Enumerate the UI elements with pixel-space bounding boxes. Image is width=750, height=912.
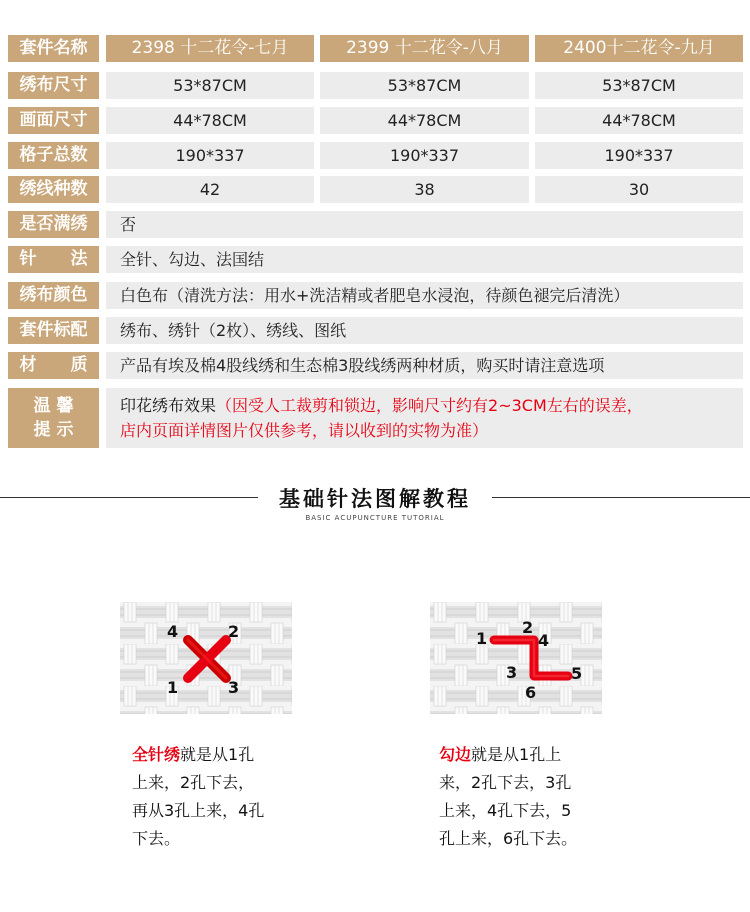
desc-line4: 孔上来，6孔下去。 <box>439 829 578 848</box>
table-row <box>8 282 743 309</box>
cell: 53*87CM <box>106 72 314 99</box>
desc-line3: 再从3孔上来，4孔 <box>132 801 265 820</box>
table-header-row <box>8 35 743 62</box>
full-stitch-diagram <box>120 602 292 714</box>
row-label: 格子总数 <box>8 142 99 169</box>
header-col-2: 2399 十二花令-八月 <box>320 35 529 62</box>
cell: 30 <box>535 176 743 203</box>
tips-content <box>106 388 743 448</box>
table-row <box>8 72 743 99</box>
tips-line1-red: （因受人工裁剪和锁边，影响尺寸约有2~3CM左右的误差， <box>216 396 643 415</box>
outline-stitch-description <box>439 741 577 853</box>
table-row <box>8 176 743 203</box>
tips-line1 <box>120 393 743 418</box>
label-1: 1 <box>476 629 488 648</box>
cell: 190*337 <box>106 142 314 169</box>
full-stitch-description <box>132 741 264 853</box>
cell: 190*337 <box>535 142 743 169</box>
outline-stitch-diagram <box>430 602 602 714</box>
stitch-value: 全针、勾边、法国结 <box>106 246 743 273</box>
tips-label-line2: 提 示 <box>33 420 74 440</box>
row-label: 画面尺寸 <box>8 107 99 134</box>
row-label: 是否满绣 <box>8 211 99 238</box>
desc-line1: 就是从1孔上 <box>471 745 562 764</box>
label-5: 5 <box>571 664 583 683</box>
table-row <box>8 246 743 273</box>
row-label: 绣线种数 <box>8 176 99 203</box>
label-2: 2 <box>228 622 240 641</box>
outline-stitch-keyword: 勾边 <box>439 745 472 764</box>
table-row <box>8 142 743 169</box>
header-label: 套件名称 <box>8 35 99 62</box>
desc-line1: 就是从1孔 <box>180 745 255 764</box>
table-row <box>8 211 743 238</box>
kit-items-value: 绣布、绣针（2枚）、绣线、图纸 <box>106 317 743 344</box>
cell: 42 <box>106 176 314 203</box>
label-2: 2 <box>522 618 534 637</box>
label-4: 4 <box>167 622 179 641</box>
desc-line4: 下去。 <box>132 829 181 848</box>
cell: 44*78CM <box>535 107 743 134</box>
table-row <box>8 352 743 379</box>
row-label: 绣布尺寸 <box>8 72 99 99</box>
row-label: 材 质 <box>8 352 99 379</box>
desc-line3: 上来，4孔下去，5 <box>439 801 572 820</box>
label-3: 3 <box>506 663 518 682</box>
header-col-1: 2398 十二花令-七月 <box>106 35 314 62</box>
tips-line2: 店内页面详情图片仅供参考，请以收到的实物为准） <box>120 421 489 440</box>
desc-line2: 来，2孔下去，3孔 <box>439 773 572 792</box>
row-label: 针 法 <box>8 246 99 273</box>
section-subtitle: BASIC ACUPUNCTURE TUTORIAL <box>305 514 445 522</box>
tips-row <box>8 388 743 448</box>
section-title: 基础针法图解教程 <box>279 487 471 511</box>
desc-line2: 上来，2孔下去， <box>132 773 255 792</box>
header-col-3: 2400十二花令-九月 <box>535 35 743 62</box>
label-3: 3 <box>228 678 240 697</box>
label-1: 1 <box>167 678 179 697</box>
cell: 53*87CM <box>320 72 529 99</box>
fabric-color-value: 白色布（清洗方法：用水+洗洁精或者肥皂水浸泡，待颜色褪完后清洗） <box>106 282 743 309</box>
cell: 53*87CM <box>535 72 743 99</box>
cell: 44*78CM <box>320 107 529 134</box>
full-stitch-keyword: 全针绣 <box>132 745 181 764</box>
row-label: 套件标配 <box>8 317 99 344</box>
cell: 190*337 <box>320 142 529 169</box>
material-value: 产品有埃及棉4股线绣和生态棉3股线绣两种材质，购买时请注意选项 <box>106 352 743 379</box>
tips-prefix: 印花绣布效果 <box>120 396 217 415</box>
cell: 44*78CM <box>106 107 314 134</box>
cell: 38 <box>320 176 529 203</box>
table-row <box>8 107 743 134</box>
row-label: 绣布颜色 <box>8 282 99 309</box>
label-6: 6 <box>525 683 537 702</box>
tips-label <box>8 388 99 448</box>
table-row <box>8 317 743 344</box>
label-4: 4 <box>538 631 550 650</box>
tips-label-line1: 温 馨 <box>33 396 74 416</box>
full-embroidery-value: 否 <box>106 211 743 238</box>
